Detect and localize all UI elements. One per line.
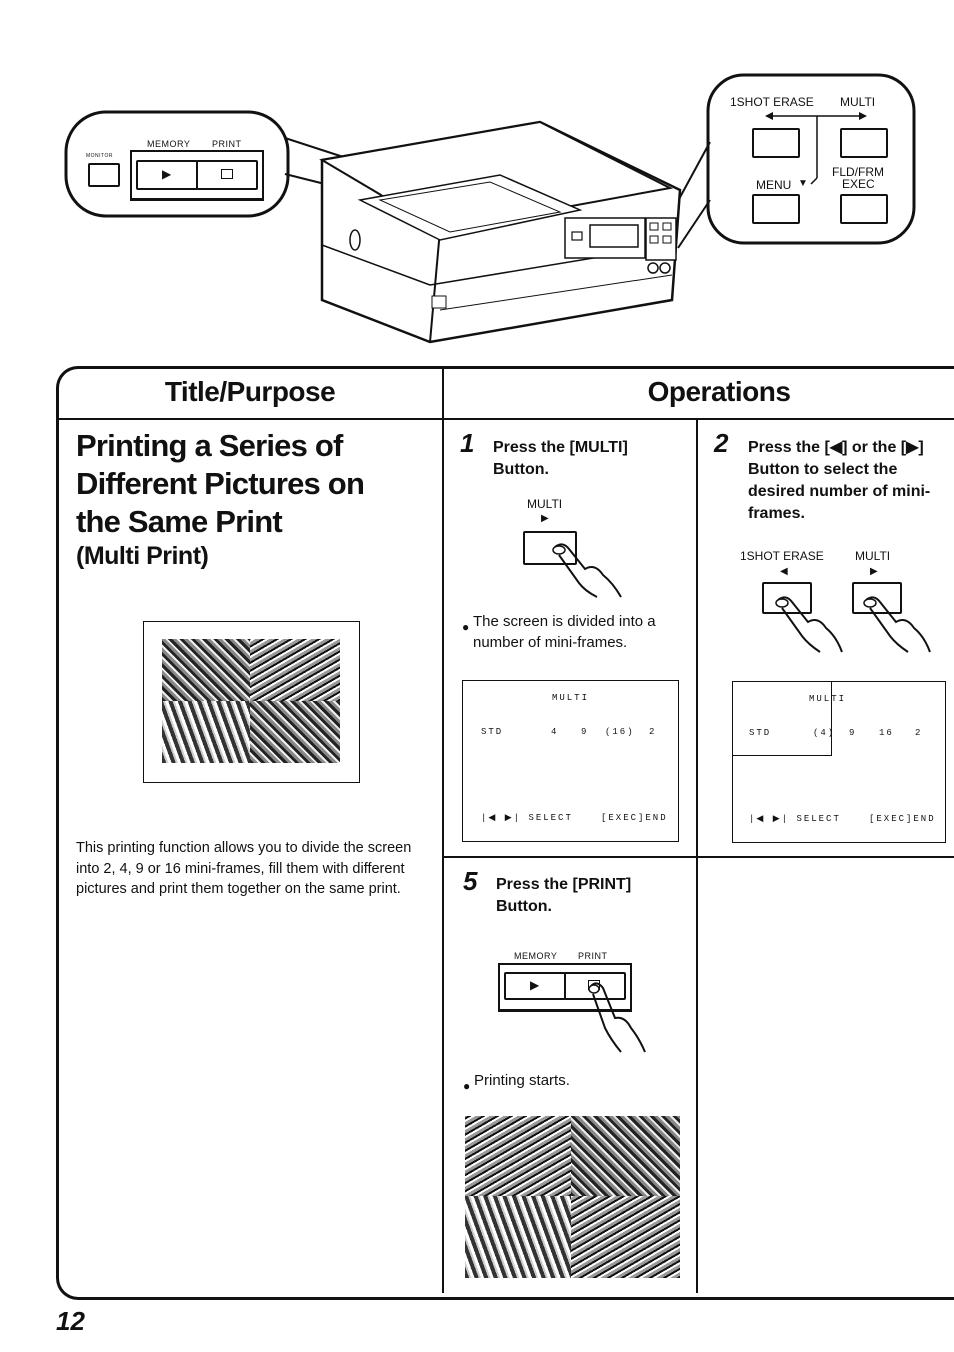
sample-print-frame2 [250, 639, 340, 701]
step1-button-label: MULTI [527, 497, 563, 511]
step5-title: Press the [PRINT] Button. [496, 876, 632, 915]
page-number: 12 [56, 1306, 85, 1336]
fld-frm-exec-button[interactable] [840, 194, 888, 224]
step1-arrow-icon: ▶ [541, 513, 549, 524]
step2-screen-9: 9 [849, 728, 857, 738]
purpose-title-line1: Printing a Series of [76, 428, 343, 463]
monitor-button[interactable] [88, 163, 120, 187]
step5-note: Printing starts. [474, 1072, 570, 1089]
step2-title: Press the [◀] or the [▶] Button to select the desired number of mini-frames. [748, 439, 931, 522]
col1-heading: Title/Purpose [164, 376, 336, 407]
step1-screen-16: (16) [605, 727, 635, 737]
header-divider [58, 418, 954, 420]
step2-screen-footer-right: [EXEC]END [869, 814, 936, 824]
result-frame1 [465, 1116, 571, 1196]
step2-screen [732, 681, 946, 843]
step5-number: 5 [463, 866, 478, 896]
sample-print-frame1 [162, 639, 250, 701]
step1-note: The screen is divided into a number of mini-frames. [473, 613, 656, 651]
result-frame3 [465, 1196, 571, 1278]
step1-screen-title: MULTI [551, 693, 589, 703]
col2-heading: Operations [647, 376, 791, 407]
print-button[interactable] [196, 160, 258, 190]
purpose-title-line2: Different Pictures on [76, 466, 365, 501]
sample-print-frame3 [162, 701, 250, 763]
menu-label: MENU [756, 178, 792, 192]
step2-right-hand-icon [858, 590, 948, 660]
step1-number: 1 [460, 428, 475, 458]
purpose-title-line3: the Same Print [76, 504, 282, 539]
step2-screen-footer-left: |◀ ▶| SELECT [749, 814, 841, 824]
step1-bullet: ● [462, 620, 470, 634]
step1-screen-footer-right: [EXEC]END [601, 813, 668, 823]
play-icon: ▶ [162, 167, 172, 181]
step2-screen-16: 16 [879, 728, 894, 738]
print-label-top: PRINT [212, 139, 242, 149]
step2-left-hand-icon [770, 590, 860, 660]
memory-button[interactable] [136, 160, 198, 190]
step2-number: 2 [714, 428, 729, 458]
step2-screen-title: MULTI [809, 694, 847, 704]
fld-frm-label: FLD/FRM [832, 165, 884, 179]
sample-print-frame4 [250, 701, 340, 763]
step2-screen-2: 2 [915, 728, 923, 738]
step1-screen [462, 680, 679, 842]
step5-bullet: ● [463, 1079, 471, 1093]
step2-right-arrow-icon: ▶ [870, 566, 878, 577]
step1-screen-4: 4 [551, 727, 559, 737]
multi-label-top: MULTI [840, 95, 876, 109]
step2-right-label: MULTI [855, 549, 891, 563]
result-frame4 [571, 1196, 680, 1278]
step1-hand-icon [545, 535, 635, 605]
exec-label: EXEC [842, 177, 875, 191]
step1-screen-9: 9 [581, 727, 589, 737]
step5-memory-button[interactable] [504, 972, 566, 1000]
step2-screen-4: (4) [813, 728, 836, 738]
print-icon [221, 169, 233, 179]
oneshot-erase-label: 1SHOT ERASE [730, 95, 814, 109]
sample-print-frame [143, 621, 360, 783]
column-divider [442, 368, 444, 1293]
purpose-description: This printing function allows you to divide the screen into 2, 4, 9 or 16 mini-frames, fill them with different pictures and print them together on the same print. [76, 840, 412, 897]
step1-screen-2: 2 [649, 727, 657, 737]
step1-screen-footer-left: |◀ ▶| SELECT [481, 813, 573, 823]
step1-title: Press the [MULTI] Button. [493, 439, 628, 478]
purpose-subtitle: (Multi Print) [76, 542, 209, 570]
step5-print-result [465, 1116, 680, 1278]
oneshot-erase-button[interactable] [752, 128, 800, 158]
step5-print-label: PRINT [578, 951, 608, 961]
row-divider [444, 856, 954, 858]
menu-arrow-icon: ▼ [798, 178, 808, 189]
step2-screen-std: STD [749, 728, 772, 738]
step2-left-label: 1SHOT ERASE [740, 549, 824, 563]
step5-memory-label: MEMORY [514, 951, 558, 961]
step5-play-icon: ▶ [530, 978, 540, 992]
memory-label-top: MEMORY [147, 139, 191, 149]
multi-button-top[interactable] [840, 128, 888, 158]
menu-button[interactable] [752, 194, 800, 224]
result-frame2 [571, 1116, 680, 1196]
monitor-label: MONITOR [86, 153, 114, 159]
step2-left-arrow-icon: ◀ [780, 566, 788, 577]
step5-hand-icon [585, 978, 655, 1058]
step1-screen-std: STD [481, 727, 504, 737]
